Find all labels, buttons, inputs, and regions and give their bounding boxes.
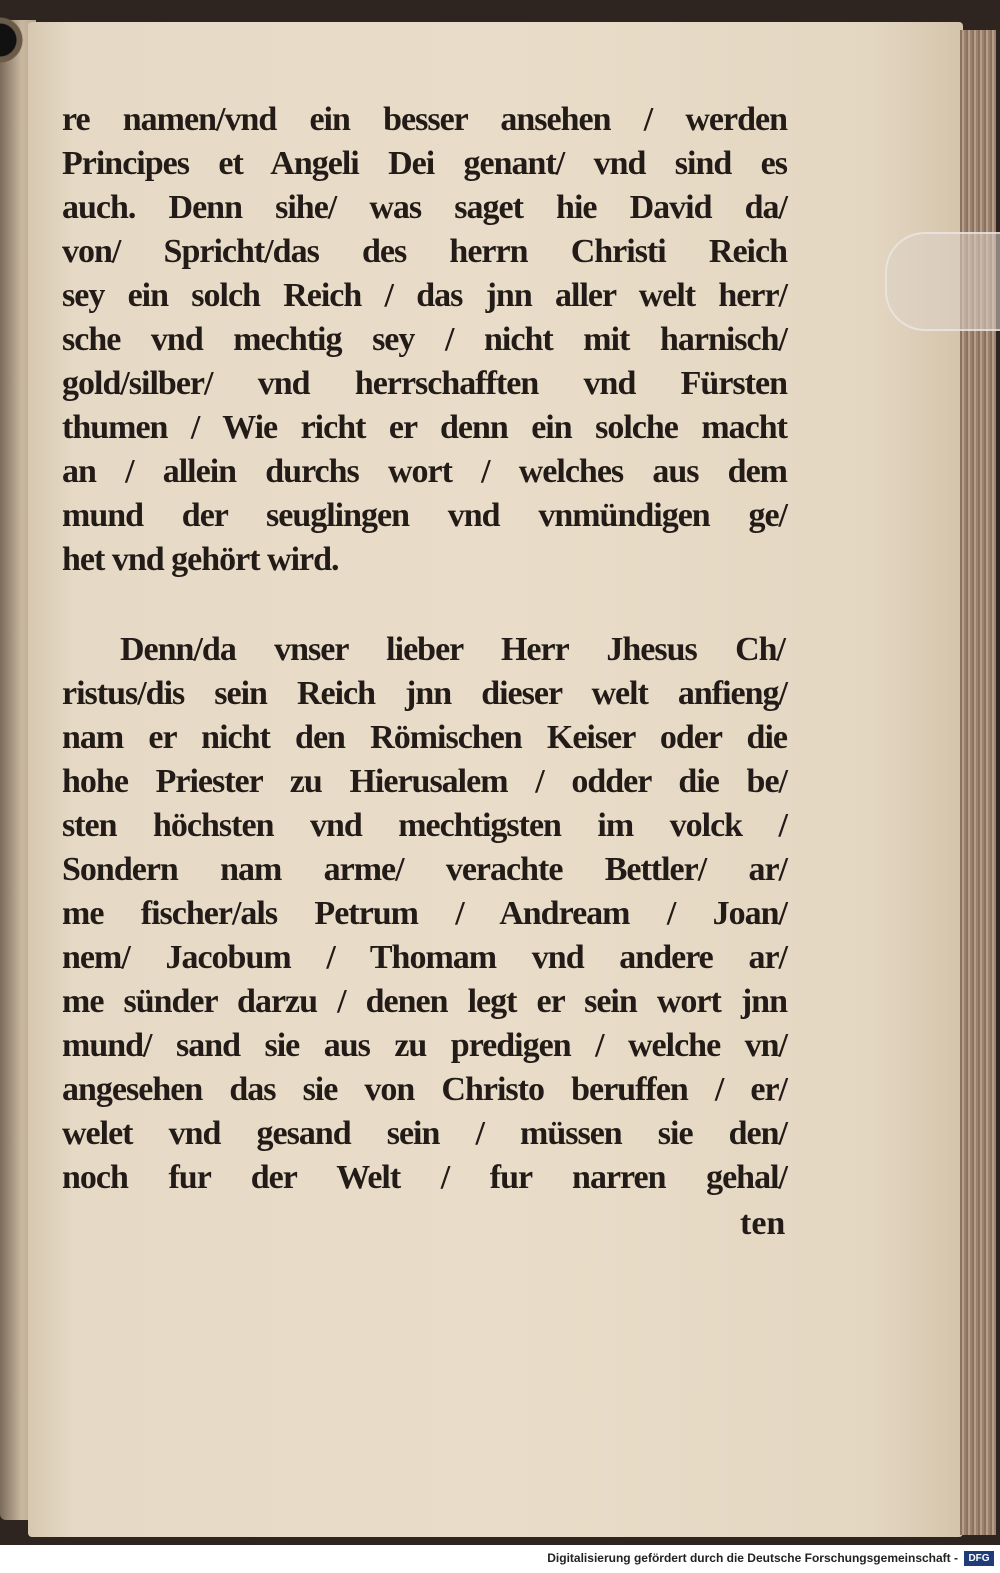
text-line: ristus/dis sein Reich jnn dieser welt anfieng/ [62, 675, 787, 712]
text-line: sey ein solch Reich / das jnn aller welt herr/ [62, 277, 787, 314]
text-line: mund/ sand sie aus zu predigen / welche vn/ [62, 1027, 787, 1064]
text-line: me sünder darzu / denen legt er sein wort jnn [62, 983, 787, 1020]
footer-bar [0, 1545, 1000, 1573]
text-line: Principes et Angeli Dei genant/ vnd sind es [62, 145, 787, 182]
page-curl [0, 0, 30, 80]
text-line: noch fur der Welt / fur narren gehal/ [62, 1159, 787, 1196]
text-line: het vnd gehört wird. [62, 541, 339, 578]
text-line: nam er nicht den Römischen Keiser oder die [62, 719, 787, 756]
text-line: gold/silber/ vnd herrschafften vnd Fürsten [62, 365, 787, 402]
text-line: mund der seuglingen vnd vnmündigen ge/ [62, 497, 787, 534]
text-line: hohe Priester zu Hierusalem / odder die be/ [62, 763, 787, 800]
page-clip [885, 232, 1000, 331]
text-line: nem/ Jacobum / Thomam vnd andere ar/ [62, 939, 787, 976]
text-line: angesehen das sie von Christo beruffen / er/ [62, 1071, 787, 1108]
text-line: Denn/da vnser lieber Herr Jhesus Ch/ [120, 631, 785, 668]
dfg-logo: DFG [964, 1551, 994, 1566]
text-line: sten höchsten vnd mechtigsten im volck / [62, 807, 787, 844]
text-line: an / allein durchs wort / welches aus dem [62, 453, 787, 490]
text-line: sche vnd mechtig sey / nicht mit harnisch/ [62, 321, 787, 358]
text-line: Sondern nam arme/ verachte Bettler/ ar/ [62, 851, 787, 888]
text-line: von/ Spricht/das des herrn Christi Reich [62, 233, 787, 270]
text-line: auch. Denn sihe/ was saget hie David da/ [62, 189, 787, 226]
text-line: thumen / Wie richt er denn ein solche macht [62, 409, 787, 446]
catchword: ten [740, 1205, 786, 1242]
text-line: me fischer/als Petrum / Andream / Joan/ [62, 895, 787, 932]
text-line: re namen/vnd ein besser ansehen / werden [62, 101, 787, 138]
funding-notice: Digitalisierung gefördert durch die Deutsche Forschungsgemeinschaft - [547, 1551, 958, 1565]
text-line: welet vnd gesand sein / müssen sie den/ [62, 1115, 787, 1152]
